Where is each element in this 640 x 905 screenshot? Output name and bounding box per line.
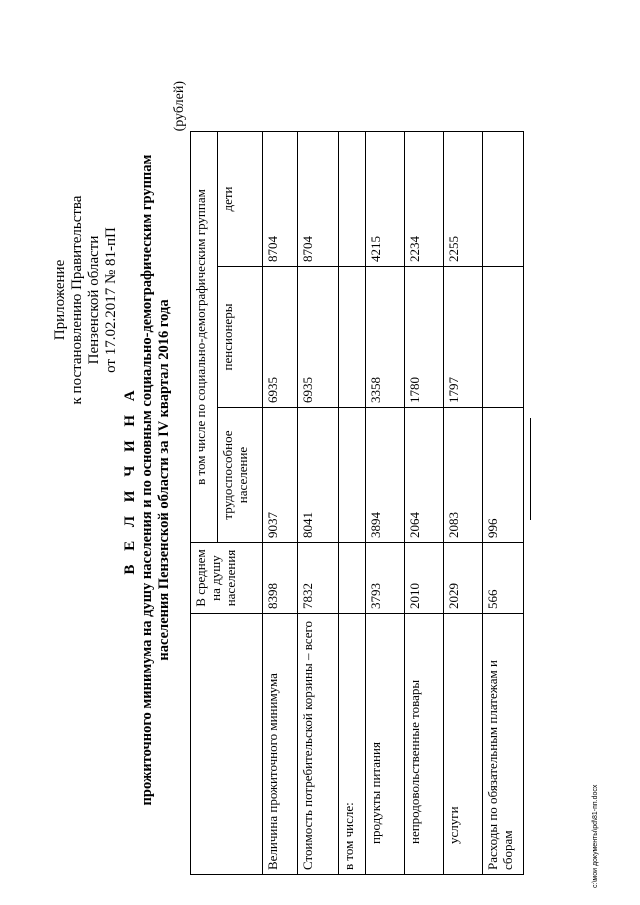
row-label: продукты питания [366,614,405,875]
row-label: Стоимость потребительской корзины – всего [298,614,339,875]
cell-pensioners: 6935 [263,267,298,408]
cell-avg: 8398 [263,543,298,614]
cell-avg: 2010 [405,543,444,614]
row-label: в том числе: [339,614,366,875]
cell-avg: 7832 [298,543,339,614]
table-row [263,132,298,875]
title-heading: В Е Л И Ч И Н А [122,385,138,575]
cell-working: 3894 [366,408,405,543]
document-page [52,75,542,885]
cell-avg [339,543,366,614]
row-label: Величина прожиточного минимума [263,614,298,875]
cell-avg: 2029 [444,543,483,614]
cell-pensioners [483,267,524,408]
table-row [339,132,366,875]
header-group: в том числе по социально-демографическим группам [191,132,218,543]
header-empty-cell [191,614,263,875]
table-row [298,132,339,875]
cell-children: 8704 [298,132,339,267]
divider-line [530,418,531,520]
cell-working: 9037 [263,408,298,543]
appendix-block [52,125,120,475]
table-header-row [191,132,218,875]
cell-avg: 3793 [366,543,405,614]
units-label: (рублей) [172,81,187,132]
row-label: непродовольственные товары [405,614,444,875]
appendix-line: Пензенской области [86,235,102,365]
table-row [405,132,444,875]
cell-pensioners [339,267,366,408]
title-line: населения Пензенской области за IV квартал 2016 года [156,299,172,661]
cell-working [339,408,366,543]
table-row [444,132,483,875]
appendix-line: Приложение [52,259,68,341]
table-row [483,132,524,875]
header-working: трудоспособное население [218,408,263,543]
title-line: прожиточного минимума на душу населения и по основным социально-демографическим группам [139,154,155,806]
row-label: услуги [444,614,483,875]
row-label: Расходы по обязательным платежам и сборам [483,614,524,875]
cell-working: 2064 [405,408,444,543]
cell-children: 4215 [366,132,405,267]
subsistence-table [190,131,524,875]
cell-pensioners: 1780 [405,267,444,408]
table-row [366,132,405,875]
cell-working: 996 [483,408,524,543]
cell-children [483,132,524,267]
cell-working: 2083 [444,408,483,543]
appendix-line: к постановлению Правительства [69,195,85,405]
file-path: c:\мои документы\pd\81-пп.docx [592,784,599,888]
header-avg: В среднем на душу населения [191,543,263,614]
cell-children: 8704 [263,132,298,267]
cell-children: 2234 [405,132,444,267]
cell-pensioners: 3358 [366,267,405,408]
document-title [122,75,173,885]
cell-children [339,132,366,267]
appendix-line: от 17.02.2017 № 81-пП [103,227,119,373]
cell-working: 8041 [298,408,339,543]
cell-avg: 566 [483,543,524,614]
cell-children: 2255 [444,132,483,267]
cell-pensioners: 6935 [298,267,339,408]
cell-pensioners: 1797 [444,267,483,408]
header-children: дети [218,132,263,267]
header-pensioners: пенсионеры [218,267,263,408]
